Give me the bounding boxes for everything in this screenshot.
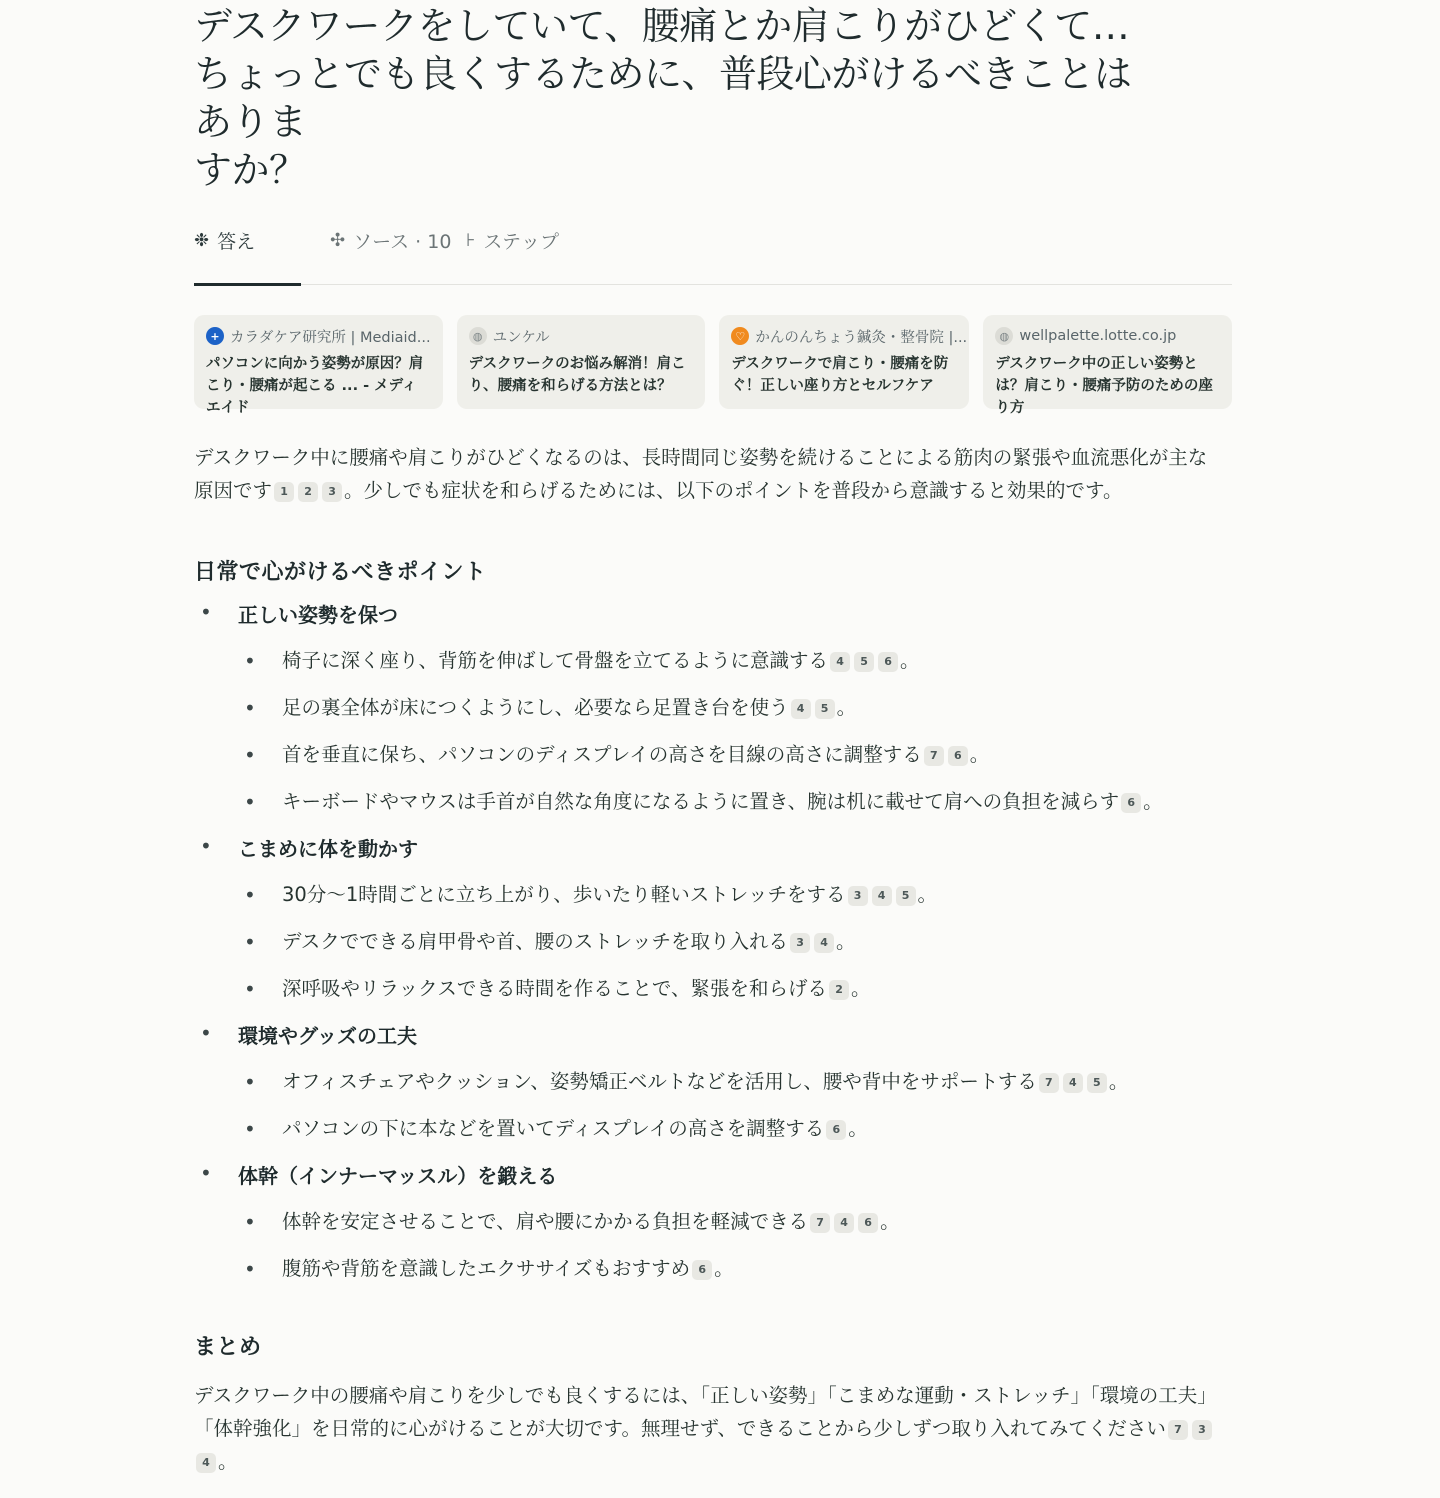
summary-paragraph	[194, 1379, 1229, 1478]
point-text: オフィスチェアやクッション、姿勢矯正ベルトなどを活用し、腰や背中をサポートする	[282, 1070, 1037, 1093]
list-item	[238, 740, 1232, 770]
source-title: デスクワークのお悩み解消！肩こり、腰痛を和らげる方法とは？	[468, 356, 686, 394]
source-site: wellpalette.lotte.co.jp	[1019, 328, 1177, 344]
list-item	[194, 1021, 1232, 1144]
globe-icon: ◍	[469, 327, 487, 345]
citation-badge[interactable]: 6	[826, 1120, 846, 1140]
citation-badge[interactable]: 6	[692, 1260, 712, 1280]
point-heading: • 体幹（インナーマッスル）を鍛える	[238, 1164, 558, 1188]
list-item	[238, 927, 1232, 957]
list-item	[238, 1207, 1232, 1237]
point-heading: • 正しい姿勢を保つ	[238, 603, 398, 627]
citation-badge[interactable]: 5	[815, 699, 835, 719]
point-end: 。	[1143, 790, 1163, 813]
citation-badge[interactable]: 7	[924, 746, 944, 766]
citation-badge[interactable]: 6	[858, 1213, 878, 1233]
list-item	[194, 834, 1232, 1004]
tab-answer[interactable]	[194, 226, 255, 254]
citation-badge[interactable]: 7	[1039, 1073, 1059, 1093]
citation-badge[interactable]: 3	[322, 482, 342, 502]
citation-badge[interactable]: 5	[854, 652, 874, 672]
citation-badge[interactable]: 1	[274, 482, 294, 502]
answer-icon: ❉	[194, 229, 210, 251]
citation-badge[interactable]: 4	[814, 933, 834, 953]
citation-badge[interactable]: 2	[298, 482, 318, 502]
section-heading: 日常で心がけるべきポイント	[194, 560, 487, 585]
list-item	[238, 1067, 1232, 1097]
sources-icon: ✣	[330, 229, 346, 251]
intro-tail: 。少しでも症状を和らげるためには、以下のポイントを普段から意識すると効果的です。	[344, 479, 1123, 502]
summary-heading: まとめ	[194, 1335, 262, 1360]
source-title: デスクワーク中の正しい姿勢とは？肩こり・腰痛予防のための座り方	[995, 356, 1213, 416]
source-title: デスクワークで肩こり・腰痛を防ぐ！正しい座り方とセルフケア	[731, 356, 949, 394]
globe-icon: ◍	[995, 327, 1013, 345]
citation-badge[interactable]: 3	[790, 933, 810, 953]
point-end: 。	[836, 930, 856, 953]
source-card[interactable]	[983, 315, 1232, 416]
source-card[interactable]	[194, 315, 443, 416]
source-site: カラダケア研究所 | Mediaid...	[230, 329, 431, 346]
list-item	[238, 880, 1232, 910]
citation-badge[interactable]: 5	[1087, 1073, 1107, 1093]
list-item	[238, 646, 1232, 676]
tab-steps-label: ステップ	[483, 230, 559, 253]
source-cards	[194, 315, 1232, 416]
medical-cross-icon: +	[206, 327, 224, 345]
source-card[interactable]	[457, 315, 706, 409]
citation-badge[interactable]: 4	[791, 699, 811, 719]
point-end: 。	[880, 1210, 900, 1233]
list-item	[194, 1161, 1232, 1284]
list-item	[238, 974, 1232, 1004]
tab-sources[interactable]	[330, 226, 451, 254]
citation-badge[interactable]: 2	[829, 980, 849, 1000]
point-text: パソコンの下に本などを置いてディスプレイの高さを調整する	[282, 1117, 825, 1140]
list-item	[194, 600, 1232, 817]
citation-badge[interactable]: 4	[1063, 1073, 1083, 1093]
answer-page	[194, 0, 1232, 1498]
citation-badge[interactable]: 3	[1192, 1420, 1212, 1440]
tab-steps[interactable]	[466, 226, 559, 254]
citation-badge[interactable]: 5	[896, 886, 916, 906]
point-end: 。	[851, 977, 871, 1000]
points-list	[194, 600, 1232, 1284]
source-title: パソコンに向かう姿勢が原因？肩こり・腰痛が起こる ... - メディエイド	[206, 356, 424, 416]
point-text: 30分〜1時間ごとに立ち上がり、歩いたり軽いストレッチをする	[282, 883, 846, 906]
question-title	[194, 0, 1134, 194]
tab-answer-label: 答え	[217, 230, 256, 253]
point-end: 。	[1108, 1070, 1129, 1093]
question-title-line: デスクワークをしていて、腰痛とか肩こりがひどくて…	[194, 4, 1130, 48]
source-card[interactable]	[719, 315, 969, 409]
heart-logo-icon: ♡	[731, 327, 749, 345]
source-site: ユンケル	[492, 329, 550, 346]
point-end: 。	[848, 1117, 868, 1140]
point-text: 体幹を安定させることで、肩や腰にかかる負担を軽減できる	[282, 1210, 809, 1233]
point-text: 足の裏全体が床につくようにし、必要なら足置き台を使う	[282, 696, 789, 719]
citation-badge[interactable]: 4	[872, 886, 892, 906]
point-end: 。	[969, 743, 990, 766]
list-item	[238, 787, 1232, 817]
point-heading: • 環境やグッズの工夫	[238, 1024, 417, 1048]
citation-badge[interactable]: 6	[948, 746, 968, 766]
list-item	[238, 1254, 1232, 1284]
list-item	[238, 693, 1232, 723]
question-title-line: ちょっとでも良くするために、普段心がけるべきことはありま	[194, 52, 1132, 144]
citation-badge[interactable]: 4	[830, 652, 850, 672]
citation-badge[interactable]: 4	[834, 1213, 854, 1233]
point-end: 。	[900, 649, 920, 672]
citation-badge[interactable]: 7	[1168, 1420, 1188, 1440]
citation-badge[interactable]: 7	[810, 1213, 830, 1233]
citation-badge[interactable]: 4	[196, 1453, 216, 1473]
citation-badge[interactable]: 6	[878, 652, 898, 672]
point-text: キーボードやマウスは手首が自然な角度になるように置き、腕は机に載せて肩への負担を減らす	[282, 790, 1120, 813]
result-tabs	[194, 218, 1232, 285]
question-title-line: すか？	[194, 148, 307, 192]
point-text: 首を垂直に保ち、パソコンのディスプレイの高さを目線の高さに調整する	[282, 743, 922, 766]
point-text: 腹筋や背筋を意識したエクササイズもおすすめ	[282, 1257, 691, 1280]
citation-badge[interactable]: 3	[848, 886, 868, 906]
point-text: 椅子に深く座り、背筋を伸ばして骨盤を立てるように意識する	[282, 649, 829, 672]
list-item	[238, 1114, 1232, 1144]
point-heading: • こまめに体を動かす	[238, 837, 418, 861]
steps-icon: ⊦	[466, 229, 476, 251]
active-tab-indicator	[194, 283, 301, 286]
point-end: 。	[836, 696, 857, 719]
point-text: 深呼吸やリラックスできる時間を作ることで、緊張を和らげる	[282, 977, 828, 1000]
intro-paragraph	[194, 441, 1224, 507]
citation-badge[interactable]: 6	[1121, 793, 1141, 813]
summary-tail: 。	[218, 1450, 238, 1473]
point-end: 。	[917, 883, 938, 906]
point-text: デスクでできる肩甲骨や首、腰のストレッチを取り入れる	[282, 930, 789, 953]
source-site: かんのんちょう鍼灸・整骨院 |...	[755, 329, 968, 346]
point-end: 。	[714, 1257, 734, 1280]
intro-text: デスクワーク中に腰痛や肩こりがひどくなるのは、長時間同じ姿勢を続けることによる筋肉の緊張や血流悪化が主な原因です	[194, 446, 1208, 502]
tab-sources-label: ソース · 10	[353, 230, 452, 253]
summary-text: デスクワーク中の腰痛や肩こりを少しでも良くするには、「正しい姿勢」「こまめな運動・ストレッチ」「環境の工夫」「体幹強化」を日常的に心がけることが大切です。無理せず、できることから少しずつ取り入れてみてください	[194, 1384, 1217, 1440]
